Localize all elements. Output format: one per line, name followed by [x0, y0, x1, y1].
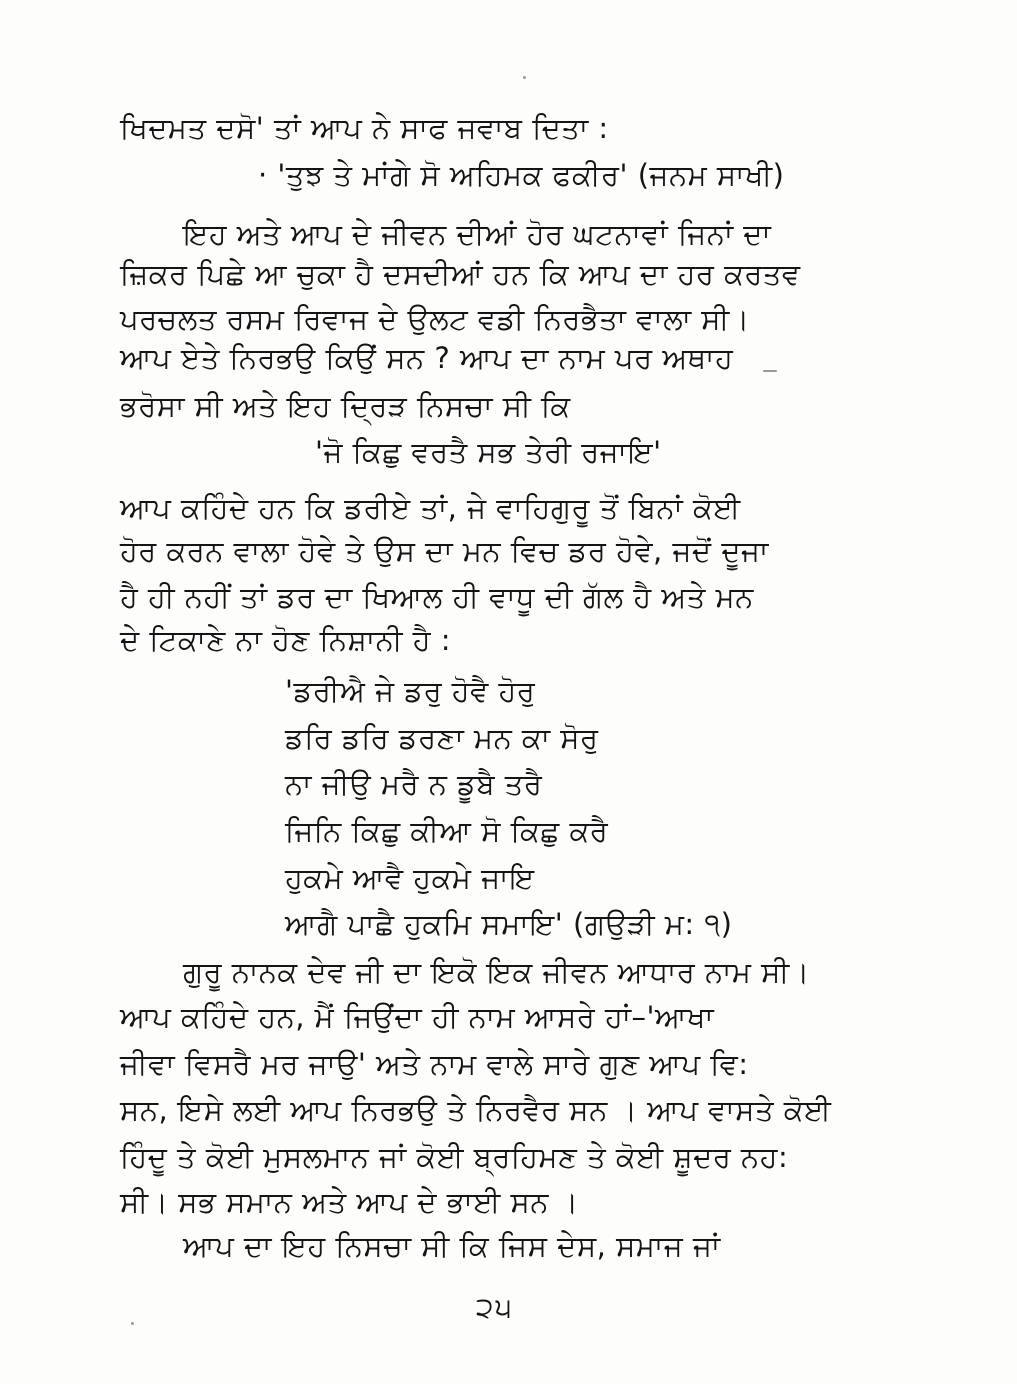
- text-line: ਇਹ ਅਤੇ ਆਪ ਦੇ ਜੀਵਨ ਦੀਆਂ ਹੋਰ ਘਟਨਾਵਾਂ ਜਿਨਾਂ ਦਾ: [183, 217, 772, 251]
- quote-line: · 'ਤੁਝ ਤੇ ਮਾਂਗੇ ਸੋ ਅਹਿਮਕ ਫਕੀਰ' (ਜਨਮ ਸਾਖੀ): [258, 158, 785, 192]
- text-line: ਪਰਚਲਤ ਰਸਮ ਰਿਵਾਜ ਦੇ ਉਲਟ ਵਡੀ ਨਿਰਭੈਤਾ ਵਾਲਾ ਸੀ।: [120, 302, 750, 336]
- text-line: ਗੁਰੂ ਨਾਨਕ ਦੇਵ ਜੀ ਦਾ ਇਕੋ ਇਕ ਜੀਵਨ ਆਧਾਰ ਨਾਮ ਸੀ।: [183, 955, 810, 989]
- text-line: ਹੋਰ ਕਰਨ ਵਾਲਾ ਹੋਵੇ ਤੇ ਉਸ ਦਾ ਮਨ ਵਿਚ ਡਰ ਹੋਵੇ, ਜਦੋਂ ਦੂਜਾ: [120, 534, 769, 568]
- scan-speck: [131, 1322, 134, 1325]
- text-line: ਆਪ ਕਹਿੰਦੇ ਹਨ, ਮੈਂ ਜਿਉਂਦਾ ਹੀ ਨਾਮ ਆਸਰੇ ਹਾਂ–'ਆਖਾ: [120, 1000, 715, 1034]
- verse-line: ਨਾ ਜੀਉ ਮਰੈ ਨ ਡੂਬੈ ਤਰੈ: [285, 767, 543, 801]
- text-line: ਦੇ ਟਿਕਾਣੇ ਨਾ ਹੋਣ ਨਿਸ਼ਾਨੀ ਹੈ :: [120, 623, 451, 657]
- verse-line: ਹੁਕਮੇ ਆਵੈ ਹੁਕਮੇ ਜਾਇ: [285, 861, 535, 895]
- text-line: ਸੀ। ਸਭ ਸਮਾਨ ਅਤੇ ਆਪ ਦੇ ਭਾਈ ਸਨ ।: [120, 1185, 579, 1219]
- verse-line: ਡਰਿ ਡਰਿ ਡਰਣਾ ਮਨ ਕਾ ਸੋਰੁ: [285, 721, 599, 755]
- verse-line: ਜਿਨਿ ਕਿਛੁ ਕੀਆ ਸੋ ਕਿਛੁ ਕਰੈ: [285, 814, 609, 848]
- verse-line: ਆਗੈ ਪਾਛੈ ਹੁਕਮਿ ਸਮਾਇ' (ਗਉੜੀ ਮ: ੧): [285, 907, 733, 941]
- quote-line: 'ਜੋ ਕਿਛੁ ਵਰਤੈ ਸਭ ਤੇਰੀ ਰਜਾਇ': [315, 435, 662, 469]
- scan-speck: [763, 370, 777, 372]
- text-line: ਹੈ ਹੀ ਨਹੀਂ ਤਾਂ ਡਰ ਦਾ ਖਿਆਲ ਹੀ ਵਾਧੂ ਦੀ ਗੱਲ ਹੈ ਅਤੇ ਮਨ: [120, 580, 754, 614]
- verse-line: 'ਡਰੀਐ ਜੇ ਡਰੁ ਹੋਵੈ ਹੋਰੁ: [285, 674, 536, 708]
- text-line: ਭਰੋਸਾ ਸੀ ਅਤੇ ਇਹ ਦ੍ਰਿੜ ਨਿਸਚਾ ਸੀ ਕਿ: [120, 389, 571, 423]
- text-line: ਜੀਵਾ ਵਿਸਰੈ ਮਰ ਜਾਉ' ਅਤੇ ਨਾਮ ਵਾਲੇ ਸਾਰੇ ਗੁਣ ਆਪ ਵਿ:: [120, 1047, 749, 1081]
- text-line: ਆਪ ਏਤੇ ਨਿਰਭਉ ਕਿਉਂ ਸਨ ? ਆਪ ਦਾ ਨਾਮ ਪਰ ਅਥਾਹ: [120, 341, 734, 375]
- text-line: ਖਿਦਮਤ ਦਸੋ' ਤਾਂ ਆਪ ਨੇ ਸਾਫ ਜਵਾਬ ਦਿਤਾ :: [120, 111, 609, 145]
- text-line: ਸਨ, ਇਸੇ ਲਈ ਆਪ ਨਿਰਭਉ ਤੇ ਨਿਰਵੈਰ ਸਨ । ਆਪ ਵਾਸਤੇ ਕੋਈ: [120, 1093, 832, 1127]
- text-line: ਆਪ ਦਾ ਇਹ ਨਿਸਚਾ ਸੀ ਕਿ ਜਿਸ ਦੇਸ, ਸਮਾਜ ਜਾਂ: [183, 1229, 721, 1263]
- text-line: ਜ਼ਿਕਰ ਪਿਛੇ ਆ ਚੁਕਾ ਹੈ ਦਸਦੀਆਂ ਹਨ ਕਿ ਆਪ ਦਾ ਹਰ ਕਰਤਵ: [120, 257, 801, 291]
- page-number: ੨੫: [476, 1291, 514, 1324]
- scan-speck: [523, 76, 526, 79]
- text-line: ਆਪ ਕਹਿੰਦੇ ਹਨ ਕਿ ਡਰੀਏ ਤਾਂ, ਜੇ ਵਾਹਿਗੁਰੂ ਤੋਂ ਬਿਨਾਂ ਕੋਈ: [120, 491, 741, 525]
- text-line: ਹਿੰਦੂ ਤੇ ਕੋਈ ਮੁਸਲਮਾਨ ਜਾਂ ਕੋਈ ਬ੍ਰਹਿਮਣ ਤੇ ਕੋਈ ਸ਼ੂਦਰ ਨਹ:: [120, 1140, 789, 1174]
